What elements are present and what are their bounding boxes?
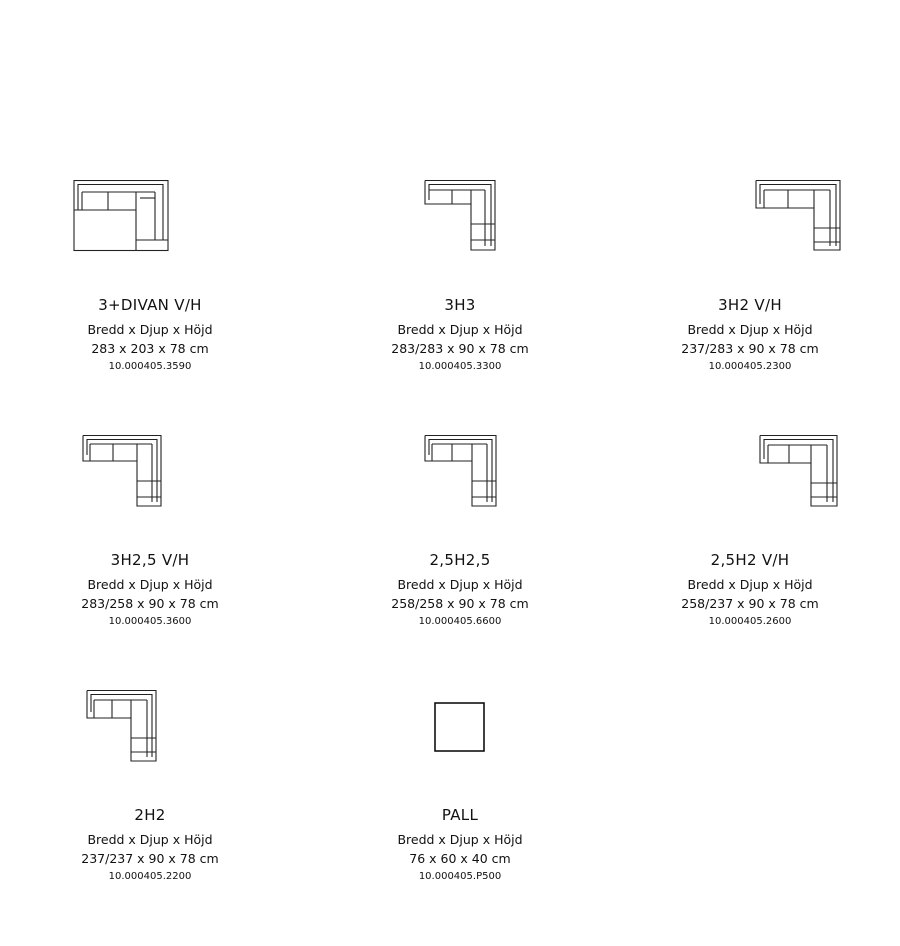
corner-sofa-icon <box>310 180 610 290</box>
corner-sofa-icon <box>600 180 900 290</box>
divan-corner-sofa-icon <box>0 180 300 290</box>
pouf-icon <box>310 690 610 800</box>
dimensions-label: Bredd x Djup x Höjd <box>87 832 213 847</box>
dimensions-value: 283/258 x 90 x 78 cm <box>81 596 219 611</box>
article-number: 10.000405.P500 <box>418 871 502 882</box>
product-name: PALL <box>441 806 479 824</box>
dimensions-label: Bredd x Djup x Höjd <box>687 322 813 337</box>
product-2-5h2 <box>600 435 900 691</box>
article-number: 10.000405.2600 <box>708 616 792 627</box>
product-name: 3H2 V/H <box>718 296 782 314</box>
product-name: 2H2 <box>134 806 166 824</box>
product-name: 3H2,5 V/H <box>110 551 190 569</box>
product-pall <box>310 690 610 946</box>
product-2h2 <box>0 690 300 946</box>
product-3-divan <box>0 180 300 436</box>
corner-sofa-icon <box>600 435 900 545</box>
dimensions-value: 237/283 x 90 x 78 cm <box>681 341 819 356</box>
dimensions-label: Bredd x Djup x Höjd <box>87 322 213 337</box>
dimensions-value: 258/237 x 90 x 78 cm <box>681 596 819 611</box>
dimensions-label: Bredd x Djup x Höjd <box>87 577 213 592</box>
dimensions-value: 76 x 60 x 40 cm <box>409 851 511 866</box>
dimensions-value: 283 x 203 x 78 cm <box>91 341 209 356</box>
product-name: 3H3 <box>444 296 476 314</box>
article-number: 10.000405.3600 <box>108 616 192 627</box>
corner-sofa-icon <box>0 435 300 545</box>
dimensions-label: Bredd x Djup x Höjd <box>397 322 523 337</box>
article-number: 10.000405.2300 <box>708 361 792 372</box>
dimensions-label: Bredd x Djup x Höjd <box>397 832 523 847</box>
dimensions-value: 283/283 x 90 x 78 cm <box>391 341 529 356</box>
dimensions-label: Bredd x Djup x Höjd <box>397 577 523 592</box>
corner-sofa-icon <box>310 435 610 545</box>
product-name: 2,5H2,5 <box>429 551 491 569</box>
article-number: 10.000405.3590 <box>108 361 192 372</box>
product-name: 3+DIVAN V/H <box>98 296 202 314</box>
product-2-5h2-5 <box>310 435 610 691</box>
product-3h3 <box>310 180 610 436</box>
dimensions-value: 258/258 x 90 x 78 cm <box>391 596 529 611</box>
article-number: 10.000405.2200 <box>108 871 192 882</box>
product-3h2 <box>600 180 900 436</box>
dimensions-label: Bredd x Djup x Höjd <box>687 577 813 592</box>
article-number: 10.000405.3300 <box>418 361 502 372</box>
article-number: 10.000405.6600 <box>418 616 502 627</box>
product-3h2-5 <box>0 435 300 691</box>
product-name: 2,5H2 V/H <box>710 551 790 569</box>
corner-sofa-icon <box>0 690 300 800</box>
dimensions-value: 237/237 x 90 x 78 cm <box>81 851 219 866</box>
